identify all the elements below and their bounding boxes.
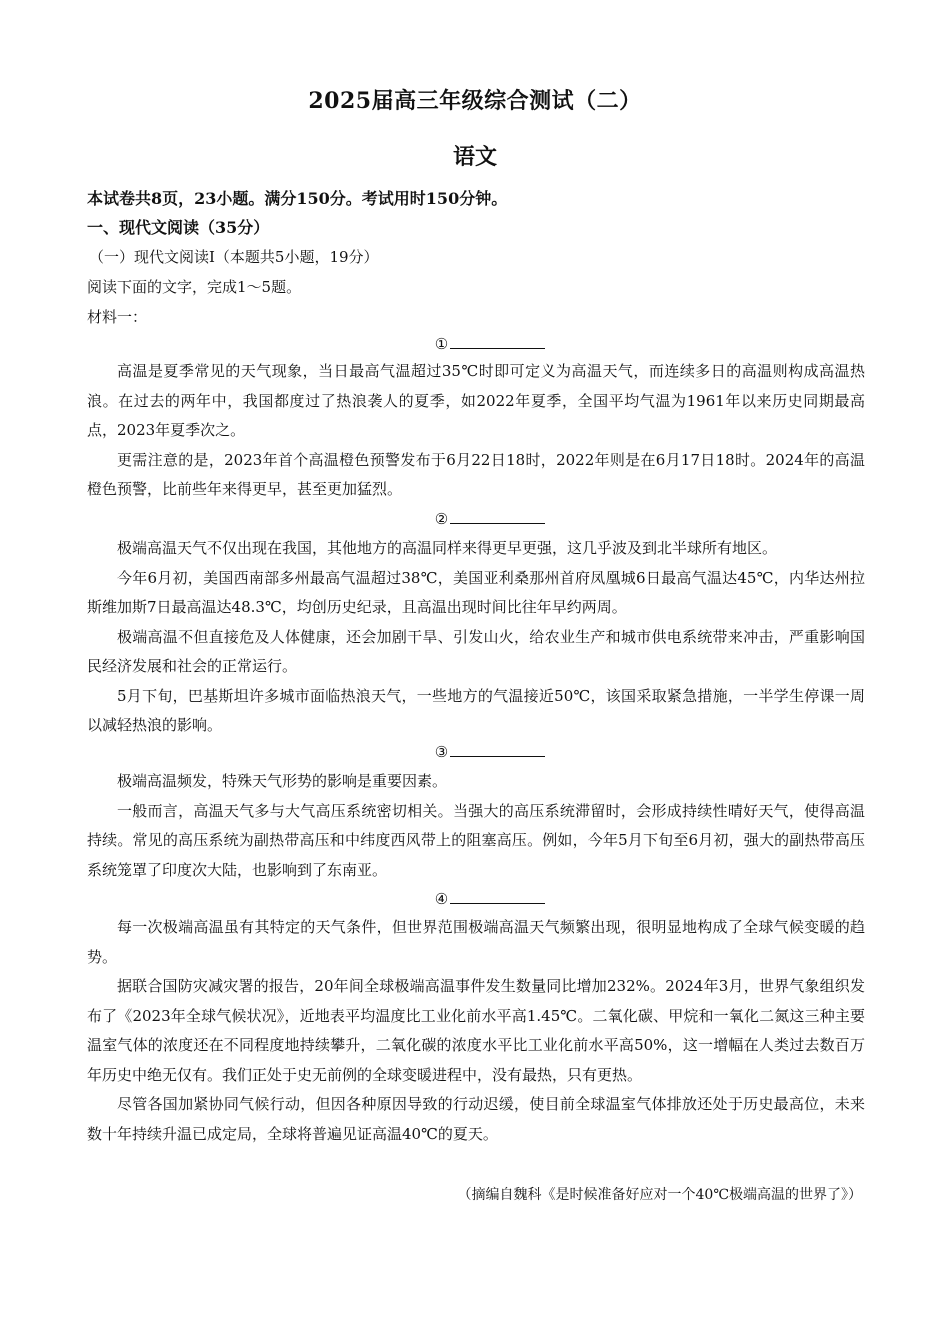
marker-number: ④ bbox=[434, 890, 449, 908]
blank-line bbox=[450, 509, 545, 524]
paragraph: 每一次极端高温虽有其特定的天气条件，但世界范围极端高温天气频繁出现，很明显地构成了全球气候变暖的趋势。 bbox=[87, 918, 865, 966]
material-label: 材料一： bbox=[87, 308, 148, 326]
paragraph: 极端高温不但直接危及人体健康，还会加剧干旱、引发山火，给农业生产和城市供电系统带来冲击，严重影响国民经济发展和社会的正常运行。 bbox=[87, 627, 865, 675]
subject-title: 语文 bbox=[452, 144, 497, 170]
blank-line bbox=[450, 889, 545, 904]
paragraph-group-2 bbox=[87, 534, 865, 741]
blank-line bbox=[450, 334, 545, 349]
section-heading: 一、现代文阅读（35分） bbox=[87, 218, 270, 237]
paragraph: 尽管各国加紧协同气候行动，但因各种原因导致的行动迟缓，使目前全球温室气体排放还处于历史最高位，未来数十年持续升温已成定局，全球将普遍见证高温40℃的夏天。 bbox=[87, 1095, 865, 1143]
marker-number: ① bbox=[434, 335, 449, 353]
paragraph: 今年6月初，美国西南部多州最高气温超过38℃，美国亚利桑那州首府凤凰城6日最高气温达45℃，内华达州拉斯维加斯7日最高温达48.3℃，均创历史纪录，且高温出现时间比往年早约两周。 bbox=[87, 568, 865, 616]
paragraph: 据联合国防灾减灾署的报告，20年间全球极端高温事件发生数量同比增加232%。2024年3月，世界气象组织发布了《2023年全球气候状况》，近地表平均温度比工业化前水平高1.45℃。二氧化碳、甲烷和一氧化二氮这三种主要温室气体的浓度还在不同程度地持续攀升，二氧化碳的浓度水平比工业化前水平高50%，这一增幅在人类过去数百万年历史中绝无仅有。我们正处于史无前例的全球变暖进程中，没有最热，只有更热。 bbox=[87, 977, 865, 1084]
reading-instruction: 阅读下面的文字，完成1～5题。 bbox=[87, 278, 302, 296]
blank-line bbox=[450, 742, 545, 757]
marker-number: ② bbox=[434, 510, 449, 528]
section-marker-1 bbox=[0, 334, 950, 353]
source-citation: （摘编自魏科《是时候准备好应对一个40℃极端高温的世界了》） bbox=[457, 1187, 862, 1203]
section-marker-2 bbox=[0, 509, 950, 528]
paragraph: 高温是夏季常见的天气现象，当日最高气温超过35℃时即可定义为高温天气，而连续多日的高温则构成高温热浪。在过去的两年中，我国都度过了热浪袭人的夏季，如2022年夏季，全国平均气温为1961年以来历史同期最高点，2023年夏季次之。 bbox=[87, 362, 865, 439]
paragraph-group-1 bbox=[87, 357, 865, 505]
marker-number: ③ bbox=[434, 743, 449, 761]
paragraph: 一般而言，高温天气多与大气高压系统密切相关。当强大的高压系统滞留时，会形成持续性晴好天气，使得高温持续。常见的高压系统为副热带高压和中纬度西风带上的阻塞高压。例如，今年5月下旬至6月初，强大的副热带高压系统笼罩了印度次大陆，也影响到了东南亚。 bbox=[87, 801, 865, 879]
paragraph: 5月下旬，巴基斯坦许多城市面临热浪天气，一些地方的气温接近50℃，该国采取紧急措施，一半学生停课一周以减轻热浪的影响。 bbox=[87, 686, 865, 734]
exam-intro: 本试卷共8页，23小题。满分150分。考试用时150分钟。 bbox=[87, 189, 508, 208]
section-subheading: （一）现代文阅读Ⅰ（本题共5小题，19分） bbox=[89, 248, 379, 266]
paragraph: 更需注意的是，2023年首个高温橙色预警发布于6月22日18时，2022年则是在6月17日18时。2024年的高温橙色预警，比前些年来得更早，甚至更加猛烈。 bbox=[87, 450, 865, 498]
exam-title: 2025届高三年级综合测试（二） bbox=[308, 88, 642, 114]
paragraph: 极端高温频发，特殊天气形势的影响是重要因素。 bbox=[117, 772, 448, 790]
section-marker-3 bbox=[0, 742, 950, 761]
paragraph-group-3 bbox=[87, 767, 865, 885]
paragraph-group-4 bbox=[87, 913, 865, 1149]
paragraph: 极端高温天气不仅出现在我国，其他地方的高温同样来得更早更强，这几乎波及到北半球所有地区。 bbox=[117, 539, 778, 557]
section-marker-4 bbox=[0, 889, 950, 908]
